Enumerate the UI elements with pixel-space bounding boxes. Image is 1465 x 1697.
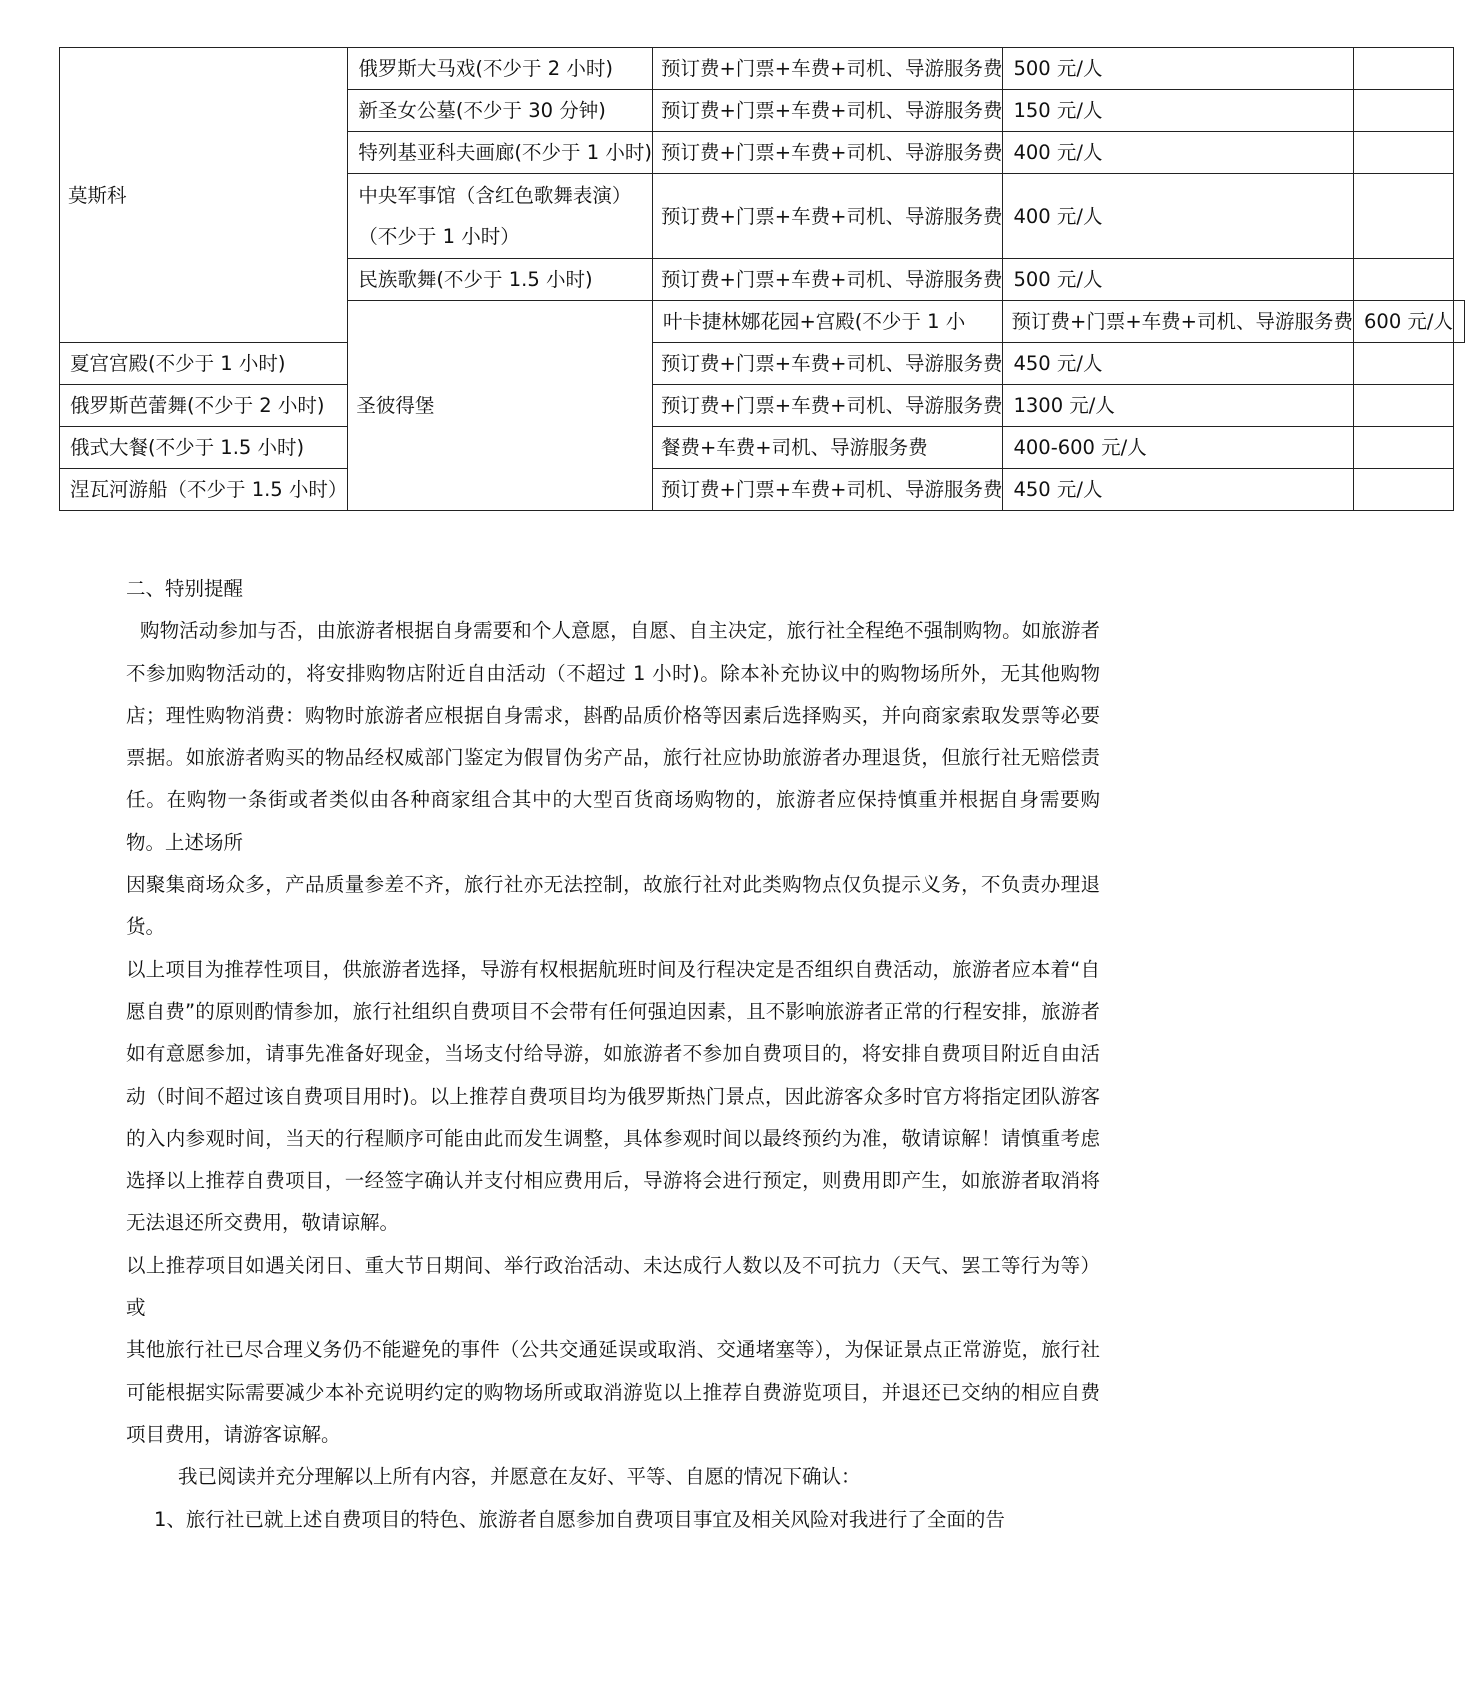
note-cell [1354,48,1454,90]
cost-cell: 预订费+门票+车费+司机、导游服务费 [652,469,1003,511]
item-cell: 新圣女公墓(不少于 30 分钟) [348,90,653,132]
price-cell: 450 元/人 [1003,343,1354,385]
cost-cell: 餐费+车费+司机、导游服务费 [652,427,1003,469]
note-cell [1354,259,1454,301]
paragraph: 其他旅行社已尽合理义务仍不能避免的事件（公共交通延误或取消、交通堵塞等），为保证景点正常游览，旅行社可能根据实际需要减少本补充说明约定的购物场所或取消游览以上推荐自费游览项目，并退还已交纳的相应自费项目费用，请游客谅解。 [126,1338,1100,1446]
table-row [60,427,1465,469]
table-row [60,385,1465,427]
city-cell: 莫斯科 [60,48,348,343]
table-row [60,469,1465,511]
cost-cell: 预订费+门票+车费+司机、导游服务费 [1003,301,1354,343]
cost-cell: 预订费+门票+车费+司机、导游服务费 [652,385,1003,427]
item-cell: 俄罗斯大马戏(不少于 2 小时) [348,48,653,90]
item-cell: 特列基亚科夫画廊(不少于 1 小时) [348,132,653,174]
price-cell: 500 元/人 [1003,48,1354,90]
note-cell [1354,343,1454,385]
cost-cell: 预订费+门票+车费+司机、导游服务费 [652,174,1003,259]
note-cell [1354,385,1454,427]
city-cell: 圣彼得堡 [348,301,653,511]
cost-cell: 预订费+门票+车费+司机、导游服务费 [652,259,1003,301]
optional-activities-table [59,47,1465,511]
price-cell: 1300 元/人 [1003,385,1354,427]
item-line: 中央军事馆（含红色歌舞表演） [358,184,632,207]
item-cell: 俄式大餐(不少于 1.5 小时) [60,427,348,469]
paragraph: 因聚集商场众多，产品质量参差不齐，旅行社亦无法控制，故旅行社对此类购物点仅负提示义务，不负责办理退货。 [126,873,1100,939]
section-heading: 二、特别提醒 [126,577,244,600]
item-cell: 民族歌舞(不少于 1.5 小时) [348,259,653,301]
paragraph: 购物活动参加与否，由旅游者根据自身需要和个人意愿，自愿、自主决定，旅行社全程绝不强制购物。如旅游者不参加购物活动的，将安排购物店附近自由活动（不超过 1 小时)。除本补充协议中的购物场所外，无其他购物店；理性购物消费：购物时旅游者应根据自身需求，斟酌品质价格等因素后选择购买，并向商家索取发票等必要票据。如旅游者购买的物品经权威部门鉴定为假冒伪劣产品，旅行社应协助旅游者办理退货，但旅行社无赔偿责任。在购物一条街或者类似由各种商家组合其中的大型百货商场购物的，旅游者应保持慎重并根据自身需要购物。上述场所 [126,619,1100,854]
price-cell: 500 元/人 [1003,259,1354,301]
note-cell [1354,174,1454,259]
item-cell: 叶卡捷林娜花园+宫殿(不少于 1 小 [652,301,1003,343]
table-row [60,48,1465,90]
confirmation-item: 1、旅行社已就上述自费项目的特色、旅游者自愿参加自费项目事宜及相关风险对我进行了全面的告 [154,1507,1005,1531]
note-cell [1354,427,1454,469]
price-cell: 400 元/人 [1003,174,1354,259]
price-cell: 450 元/人 [1003,469,1354,511]
price-cell: 400-600 元/人 [1003,427,1354,469]
confirmation-statement: 我已阅读并充分理解以上所有内容，并愿意在友好、平等、自愿的情况下确认： [178,1465,861,1489]
note-cell [1354,90,1454,132]
cost-cell: 预订费+门票+车费+司机、导游服务费 [652,343,1003,385]
item-cell [348,174,653,259]
item-cell: 涅瓦河游船（不少于 1.5 小时） [60,469,348,511]
item-cell: 俄罗斯芭蕾舞(不少于 2 小时) [60,385,348,427]
note-cell [1354,469,1454,511]
paragraph: 以上项目为推荐性项目，供旅游者选择，导游有权根据航班时间及行程决定是否组织自费活动，旅游者应本着“自愿自费”的原则酌情参加，旅行社组织自费项目不会带有任何强迫因素，且不影响旅游者正常的行程安排，旅游者如有意愿参加，请事先准备好现金，当场支付给导游，如旅游者不参加自费项目的，将安排自费项目附近自由活动（时间不超过该自费项目用时)。以上推荐自费项目均为俄罗斯热门景点，因此游客众多时官方将指定团队游客的入内参观时间，当天的行程顺序可能由此而发生调整，具体参观时间以最终预约为准，敬请谅解！请慎重考虑选择以上推荐自费项目，一经签字确认并支付相应费用后，导游将会进行预定，则费用即产生，如旅游者取消将无法退还所交费用，敬请谅解。 [126,957,1100,1235]
paragraph: 以上推荐项目如遇关闭日、重大节日期间、举行政治活动、未达成行人数以及不可抗力（天气、罢工等行为等）或 [126,1253,1100,1320]
price-cell: 150 元/人 [1003,90,1354,132]
item-line: （不少于 1 小时） [358,225,520,248]
reminder-section [126,568,1100,1541]
cost-cell: 预订费+门票+车费+司机、导游服务费 [652,90,1003,132]
table-row [60,343,1465,385]
price-cell: 400 元/人 [1003,132,1354,174]
cost-cell: 预订费+门票+车费+司机、导游服务费 [652,48,1003,90]
price-cell: 600 元/人 [1354,301,1454,343]
note-cell [1454,301,1465,343]
item-cell: 夏宫宫殿(不少于 1 小时) [60,343,348,385]
cost-cell: 预订费+门票+车费+司机、导游服务费 [652,132,1003,174]
note-cell [1354,132,1454,174]
